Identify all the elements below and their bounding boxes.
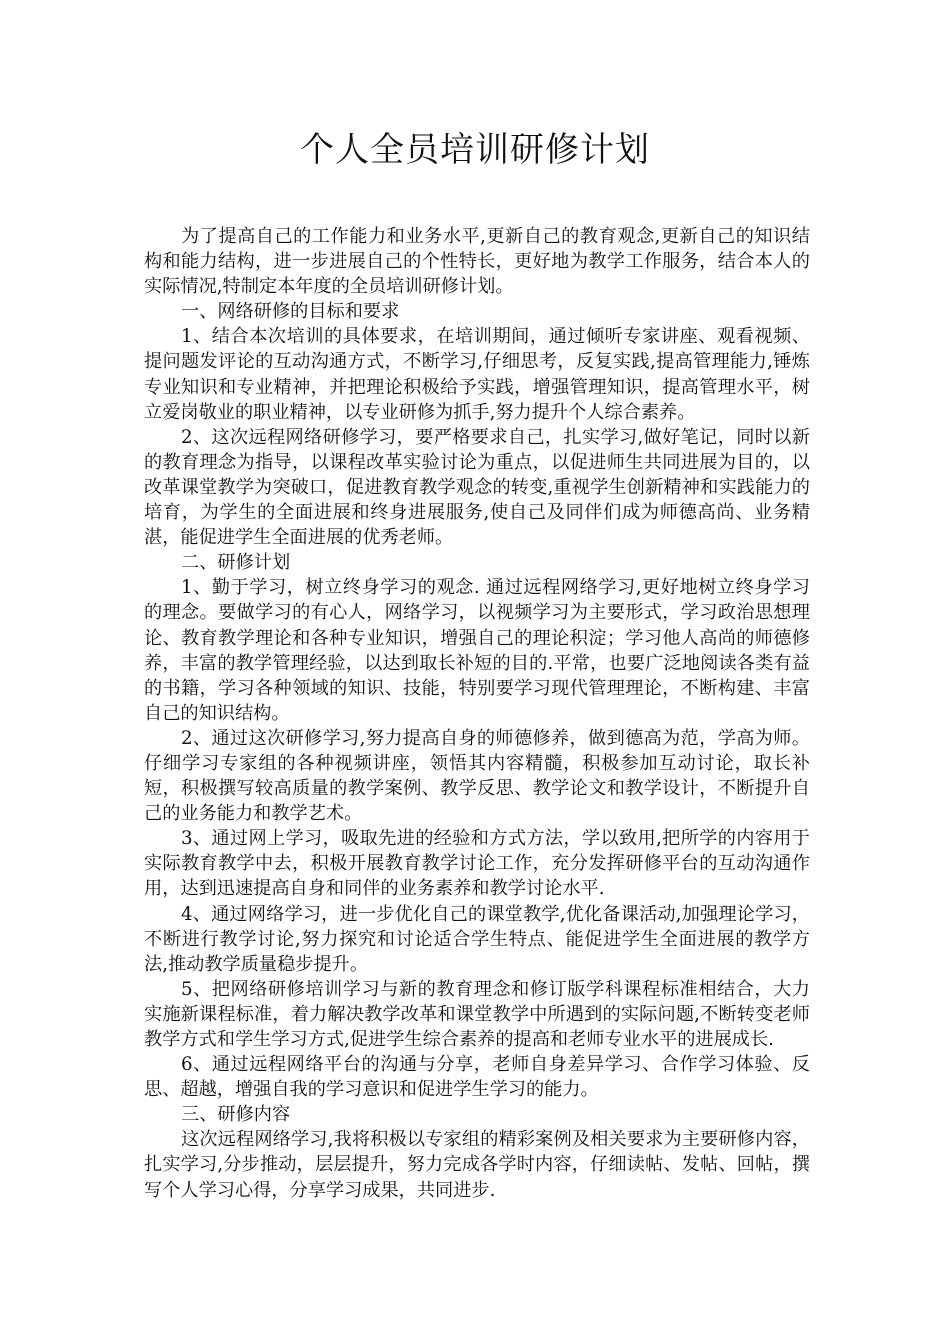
intro-paragraph: 为了提高自己的工作能力和业务水平,更新自己的教育观念,更新自己的知识结构和能力结构，进一步进展自己的个性特长，更好地为教学工作服务，结合本人的实际情况,特制定本年度的全员培训研修计划。 xyxy=(144,226,810,298)
body-paragraph: 1、结合本次培训的具体要求，在培训期间，通过倾听专家讲座、观看视频、提问题发评论的互动沟通方式，不断学习,仔细思考，反复实践,提高管理能力,锤炼专业知识和专业精神，并把理论积极给予实践，增强管理知识，提高管理水平，树立爱岗敬业的职业精神，以专业研修为抓手,努力提升个人综合素养。 xyxy=(144,326,810,423)
body-paragraph: 1、勤于学习，树立终身学习的观念. 通过远程网络学习,更好地树立终身学习的理念。要做学习的有心人，网络学习，以视频学习为主要形式，学习政治思想理论、教育教学理论和各种专业知识，增强自己的理论积淀；学习他人高尚的师德修养，丰富的教学管理经验，以达到取长补短的目的.平常，也要广泛地阅读各类有益的书籍，学习各种领域的知识、技能，特别要学习现代管理理论，不断构建、丰富自己的知识结构。 xyxy=(144,577,810,724)
body-paragraph: 5、把网络研修培训学习与新的教育理念和修订版学科课程标准相结合，大力实施新课程标准，着力解决教学改革和课堂教学中所遇到的实际问题,不断转变老师教学方式和学生学习方式,促进学生综合素养的提高和老师专业水平的进展成长. xyxy=(144,978,810,1050)
body-paragraph: 4、通过网络学习，进一步优化自己的课堂教学,优化备课活动,加强理论学习，不断进行教学讨论,努力探究和讨论适合学生特点、能促进学生全面进展的教学方法,推动教学质量稳步提升。 xyxy=(144,903,810,975)
section-plan xyxy=(144,550,810,1102)
document-body xyxy=(144,224,810,1203)
section-heading: 三、研修内容 xyxy=(181,1104,291,1126)
document-title: 个人全员培训研修计划 xyxy=(300,130,650,170)
section-heading: 一、网络研修的目标和要求 xyxy=(181,301,400,323)
body-paragraph: 2、这次远程网络研修学习，要严格要求自己，扎实学习,做好笔记，同时以新的教育理念为指导，以课程改革实验讨论为重点，以促进师生共同进展为目的，以改革课堂教学为突破口，促进教育教学观念的转变,重视学生创新精神和实践能力的培育，为学生的全面进展和终身进展服务,使自己及同伴们成为师德高尚、业务精湛，能促进学生全面进展的优秀老师。 xyxy=(144,426,810,549)
body-paragraph: 6、通过远程网络平台的沟通与分享，老师自身差异学习、合作学习体验、反思、超越，增强自我的学习意识和促进学生学习的能力。 xyxy=(144,1054,810,1101)
body-paragraph: 3、通过网上学习，吸取先进的经验和方式方法，学以致用,把所学的内容用于实际教育教学中去，积极开展教育教学讨论工作，充分发挥研修平台的互动沟通作用，达到迅速提高自身和同伴的业务素养和教学讨论水平. xyxy=(144,828,810,900)
body-paragraph: 这次远程网络学习,我将积极以专家组的精彩案例及相关要求为主要研修内容，扎实学习,分步推动，层层提升，努力完成各学时内容，仔细读帖、发帖、回帖，撰写个人学习心得，分享学习成果，共同进步. xyxy=(144,1129,810,1201)
section-heading: 二、研修计划 xyxy=(181,552,291,574)
section-goals xyxy=(144,299,810,550)
body-paragraph: 2、通过这次研修学习,努力提高自身的师德修养，做到德高为范，学高为师。仔细学习专家组的各种视频讲座，领悟其内容精髓，积极参加互动讨论，取长补短，积极撰写较高质量的教学案例、教学反思、教学论文和教学设计，不断提升自己的业务能力和教学艺术。 xyxy=(144,727,810,825)
section-content xyxy=(144,1102,810,1202)
